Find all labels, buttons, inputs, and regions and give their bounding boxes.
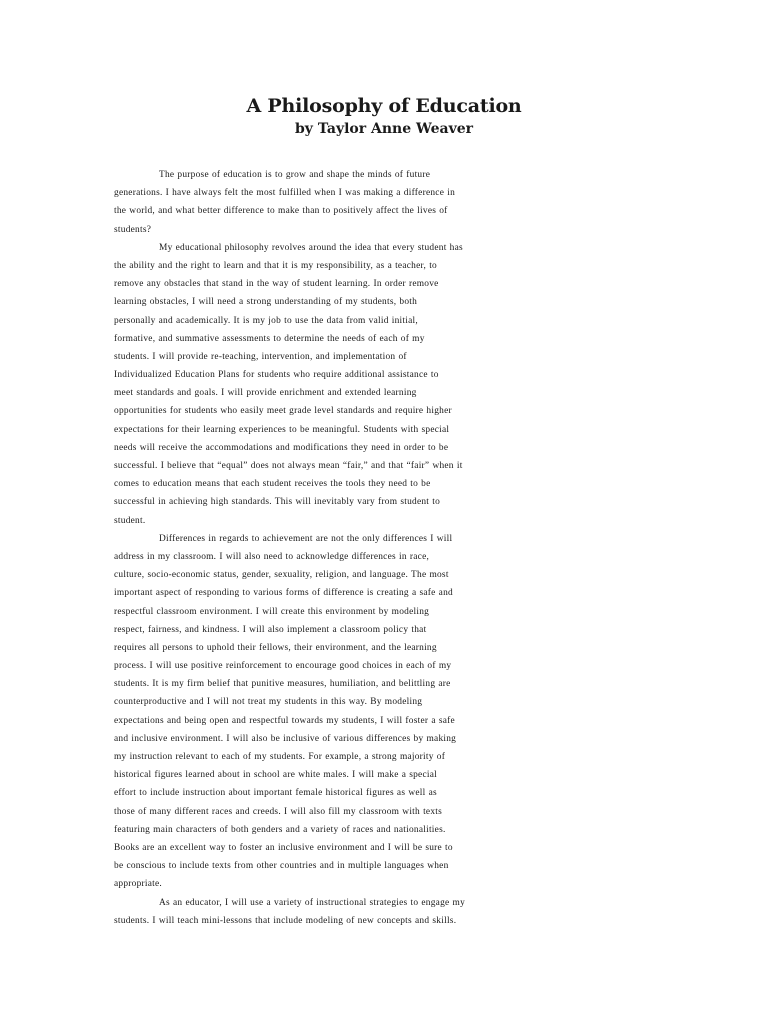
paragraph-line: meet standards and goals. I will provide enrichment and extended learning bbox=[114, 388, 417, 399]
paragraph-line: student. bbox=[114, 515, 146, 526]
paragraph-line: be conscious to include texts from other countries and in multiple languages when bbox=[114, 861, 449, 872]
paragraph-start-line: As an educator, I will use a variety of instructional strategies to engage my bbox=[159, 897, 466, 908]
paragraph-start-line: Differences in regards to achievement are not the only differences I will bbox=[159, 533, 453, 544]
paragraph-line: students. I will provide re-teaching, intervention, and implementation of bbox=[114, 351, 407, 362]
paragraph-line: learning obstacles, I will need a strong understanding of my students, both bbox=[114, 297, 418, 308]
paragraph-line: my instruction relevant to each of my students. For example, a strong majority of bbox=[114, 752, 446, 762]
paragraph-line: students. It is my firm belief that punitive measures, humiliation, and belittling are bbox=[114, 679, 451, 690]
paragraph-line: Books are an excellent way to foster an inclusive environment and I will be sure to bbox=[114, 842, 453, 853]
paragraph-line: expectations for their learning experiences to be meaningful. Students with special bbox=[114, 424, 450, 435]
paragraph-line: students. I will teach mini-lessons that include modeling of new concepts and skills. bbox=[114, 915, 457, 926]
paragraph-line: needs will receive the accommodations and modifications they need in order to be bbox=[114, 442, 449, 453]
document-body bbox=[114, 166, 664, 930]
paragraph-line: generations. I have always felt the most fulfilled when I was making a difference in bbox=[114, 188, 456, 199]
paragraph-line: featuring main characters of both genders and a variety of races and nationalities. bbox=[114, 824, 446, 835]
paragraph-line: students? bbox=[114, 224, 152, 235]
paragraph-line: opportunities for students who easily meet grade level standards and require higher bbox=[114, 406, 452, 417]
paragraph-line: comes to education means that each student receives the tools they need to be bbox=[114, 479, 431, 490]
document-title: A Philosophy of Education bbox=[246, 95, 522, 117]
paragraph-line: culture, socio-economic status, gender, sexuality, religion, and language. The most bbox=[114, 570, 449, 581]
paragraph-line: important aspect of responding to various forms of difference is creating a safe and bbox=[114, 588, 453, 599]
paragraph-line: process. I will use positive reinforcement to encourage good choices in each of my bbox=[114, 661, 452, 672]
paragraph-line: formative, and summative assessments to determine the needs of each of my bbox=[114, 333, 425, 344]
paragraph-line: address in my classroom. I will also need to acknowledge differences in race, bbox=[114, 551, 430, 562]
paragraph-line: appropriate. bbox=[114, 879, 163, 890]
paragraph-line: successful in achieving high standards. This will inevitably vary from student to bbox=[114, 497, 441, 508]
paragraph-line: counterproductive and I will not treat my students in this way. By modeling bbox=[114, 697, 423, 708]
paragraph-line: expectations and being open and respectful towards my students, I will foster a safe bbox=[114, 715, 455, 726]
paragraph-line: Individualized Education Plans for students who require additional assistance to bbox=[114, 370, 439, 381]
paragraph-line: requires all persons to uphold their fellows, their environment, and the learning bbox=[114, 642, 437, 653]
document-author: by Taylor Anne Weaver bbox=[295, 121, 473, 137]
paragraph-start-line: The purpose of education is to grow and shape the minds of future bbox=[159, 170, 431, 180]
paragraph-line: successful. I believe that “equal” does not always mean “fair,” and that “fair” when it bbox=[114, 461, 463, 471]
paragraph-line: the world, and what better difference to make than to positively affect the lives of bbox=[114, 206, 448, 217]
paragraph-line: the ability and the right to learn and that it is my responsibility, as a teacher, to bbox=[114, 260, 437, 271]
paragraph-line: remove any obstacles that stand in the way of student learning. In order remove bbox=[114, 279, 439, 290]
paragraph-line: effort to include instruction about important female historical figures as well as bbox=[114, 788, 437, 799]
paragraph-line: those of many different races and creeds. I will also fill my classroom with texts bbox=[114, 806, 443, 817]
paragraph-start-line: My educational philosophy revolves around the idea that every student has bbox=[159, 242, 463, 253]
paragraph-line: and inclusive environment. I will also be inclusive of various differences by making bbox=[114, 733, 457, 744]
paragraph-line: respectful classroom environment. I will create this environment by modeling bbox=[114, 606, 430, 617]
paragraph-line: respect, fairness, and kindness. I will also implement a classroom policy that bbox=[114, 624, 427, 635]
paragraph-line: personally and academically. It is my job to use the data from valid initial, bbox=[114, 315, 418, 326]
paragraph-line: historical figures learned about in school are white males. I will make a special bbox=[114, 770, 438, 781]
